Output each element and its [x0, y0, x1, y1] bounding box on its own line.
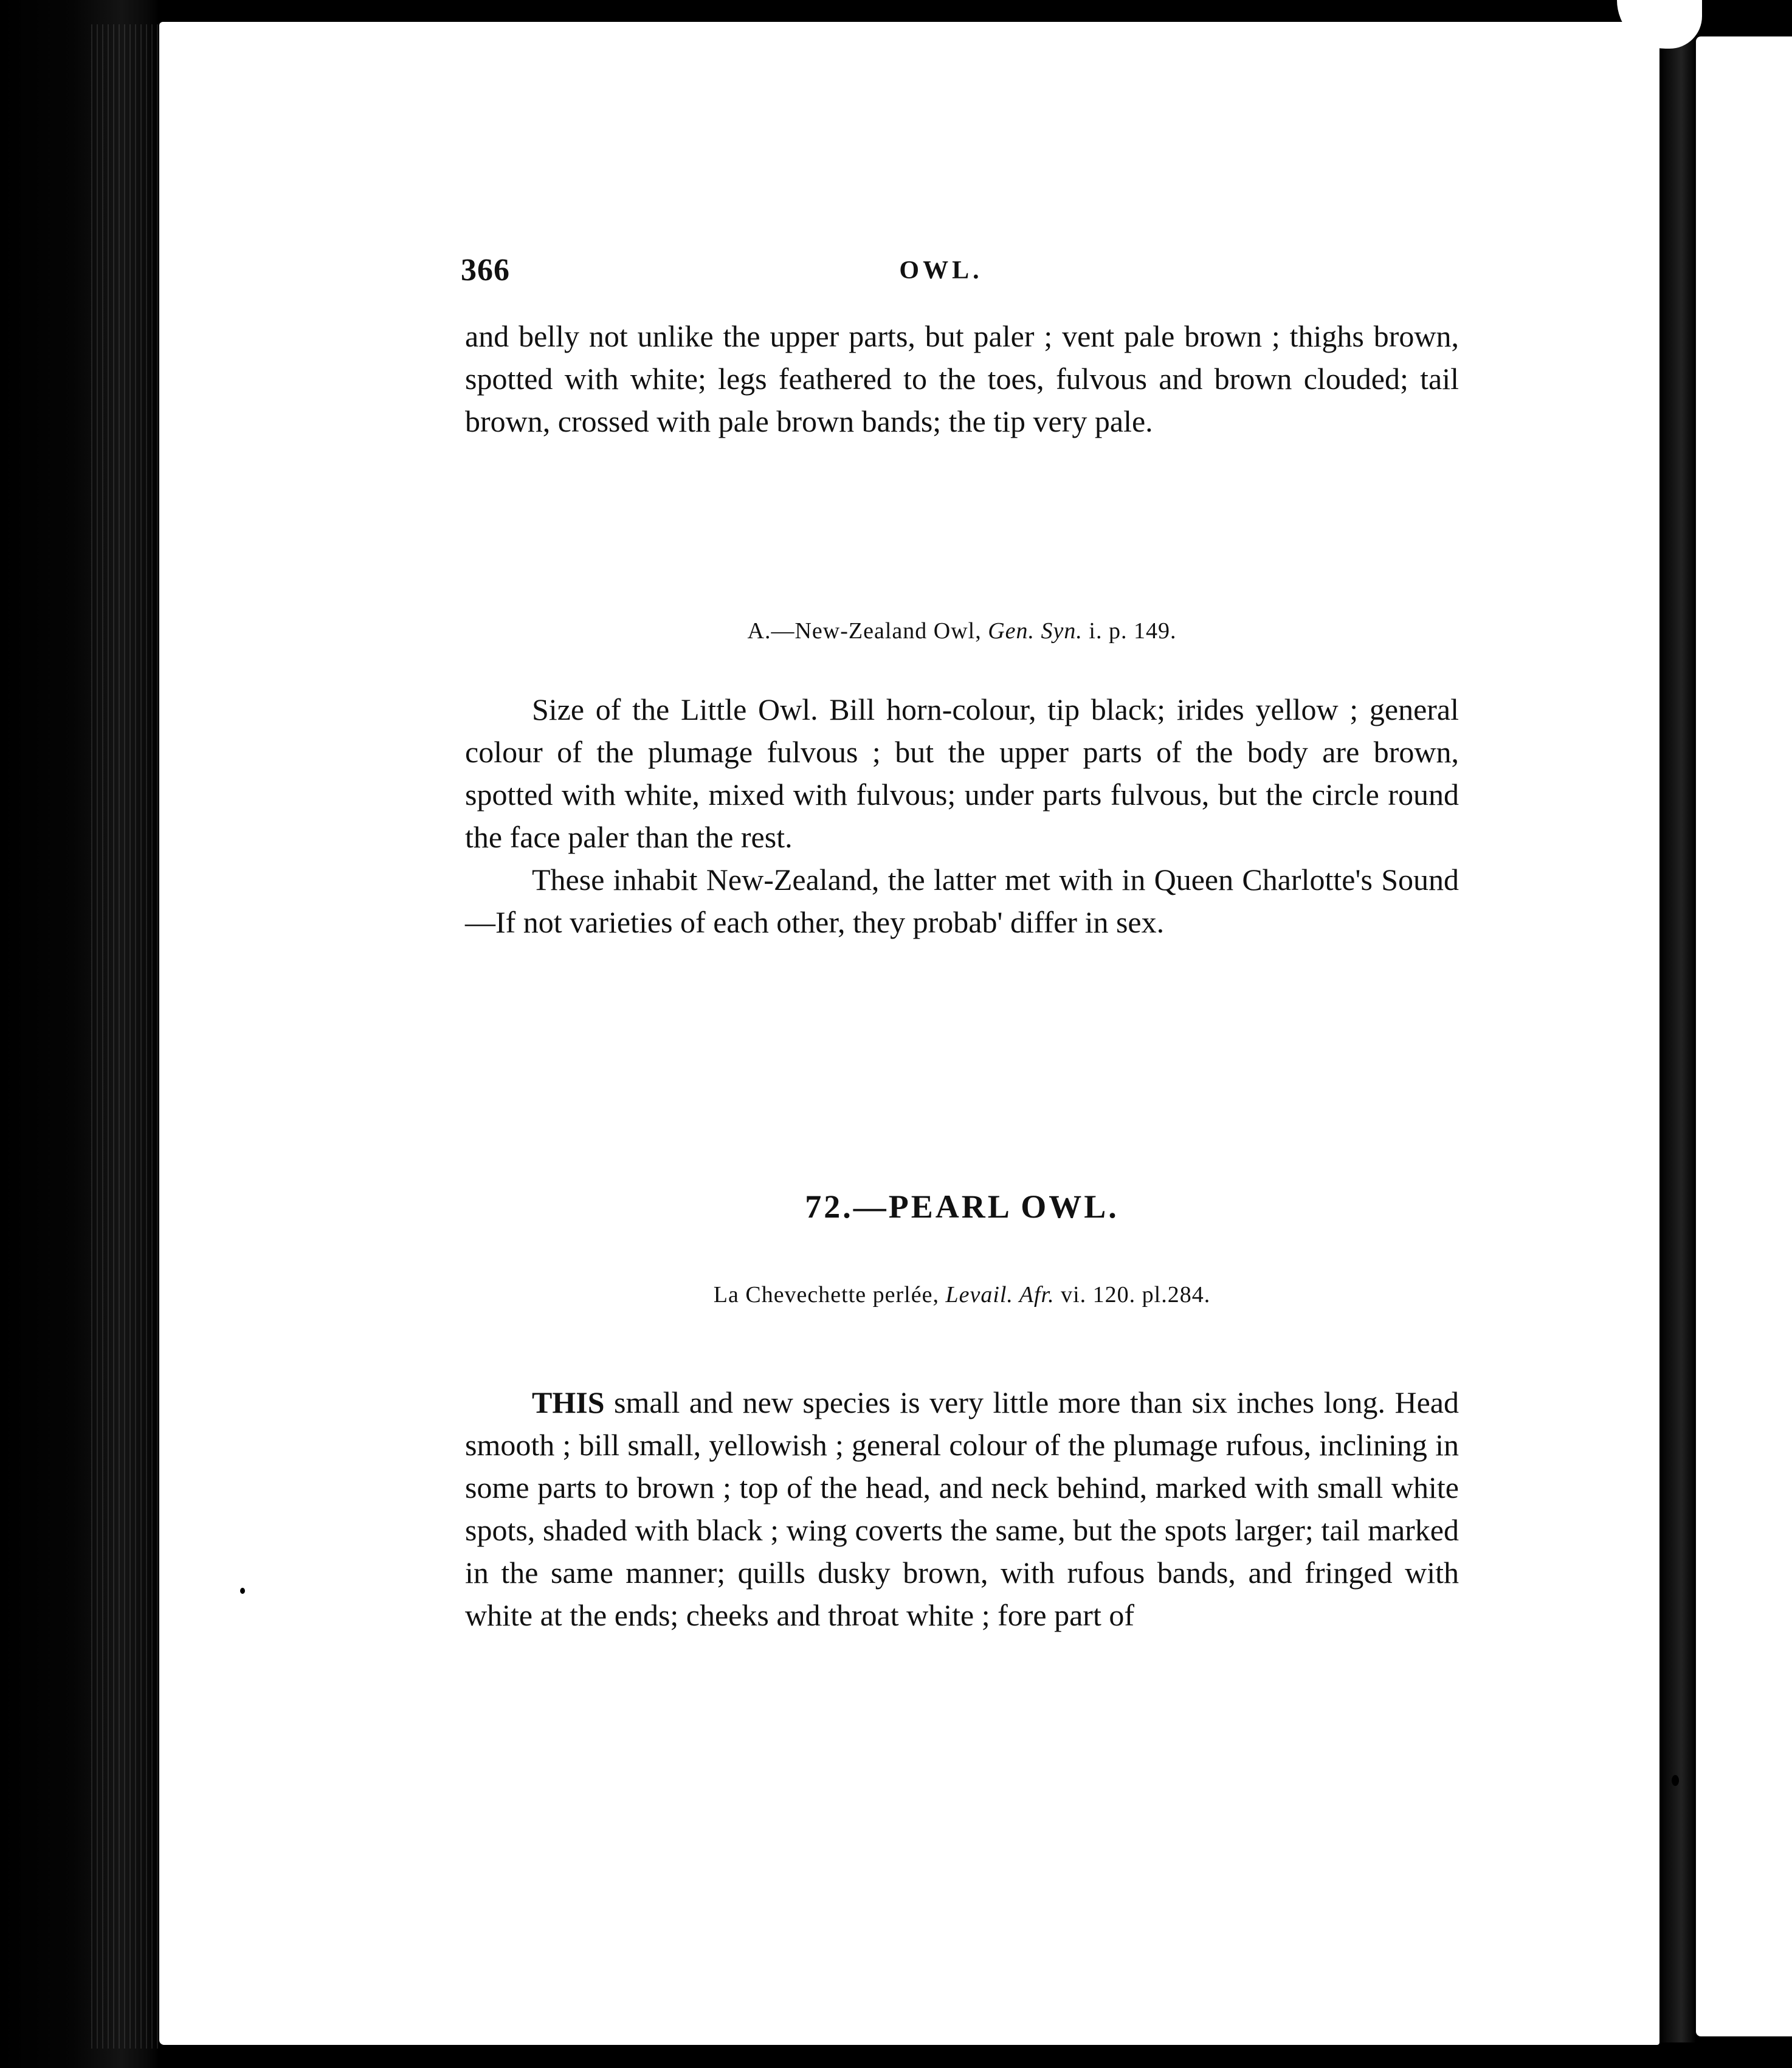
opening-word: THIS [532, 1385, 605, 1419]
citation-prefix: La Chevechette perlée, [713, 1282, 939, 1308]
species-body [465, 1381, 1459, 1636]
citation-ref: i. p. 149. [1089, 618, 1177, 644]
citation-source: Gen. Syn. [988, 618, 1083, 644]
next-page-edge [1696, 36, 1792, 2036]
species-citation [465, 1281, 1459, 1308]
citation-ref: vi. 120. pl.284. [1061, 1282, 1211, 1308]
continuation-text: and belly not unlike the upper parts, but paler ; vent pale brown ; thighs brown, spotted with white; legs feathered to the toes, fulvous and brown clouded; tail brown, crossed with pale brown bands; the tip very pale. [465, 319, 1459, 438]
running-head-title: OWL. [899, 257, 983, 284]
species-heading: 72.—PEARL OWL. [805, 1188, 1119, 1225]
continuation-paragraph [465, 315, 1459, 443]
running-head [461, 252, 1458, 289]
citation-prefix: A.—New-Zealand Owl, [747, 618, 982, 644]
page-edges [91, 24, 158, 2049]
speck [240, 1588, 245, 1594]
variety-a-description: Size of the Little Owl. Bill horn-colour, tip black; irides yellow ; general colour of the plumage fulvous ; but the upper parts of the body are brown, spotted with white, mixed with fulvous; under parts fulvous, but the circle round the face paler than the rest. [465, 692, 1459, 854]
page-number: 366 [461, 253, 510, 288]
speck [1672, 1775, 1679, 1786]
variety-a-body [465, 688, 1459, 943]
variety-a-citation [465, 618, 1459, 644]
citation-source: Levail. Afr. [945, 1282, 1055, 1308]
variety-a-habitat: These inhabit New-Zealand, the latter met with in Queen Charlotte's Sound—If not varieties of each other, they probab' differ in sex. [465, 863, 1459, 939]
species-description-text: small and new species is very little more than six inches long. Head smooth ; bill small, yellowish ; general colour of the plumage rufous, inclining in some parts to brown ; top of the head, and neck behind, marked with small white spots, shaded with black ; wing coverts the same, but the spots larger; tail marked in the same manner; quills dusky brown, with rufous bands, and fringed with white at the ends; cheeks and throat white ; fore part of [465, 1385, 1459, 1632]
species-description [465, 1381, 1459, 1636]
gutter-shadow [1659, 24, 1696, 2042]
